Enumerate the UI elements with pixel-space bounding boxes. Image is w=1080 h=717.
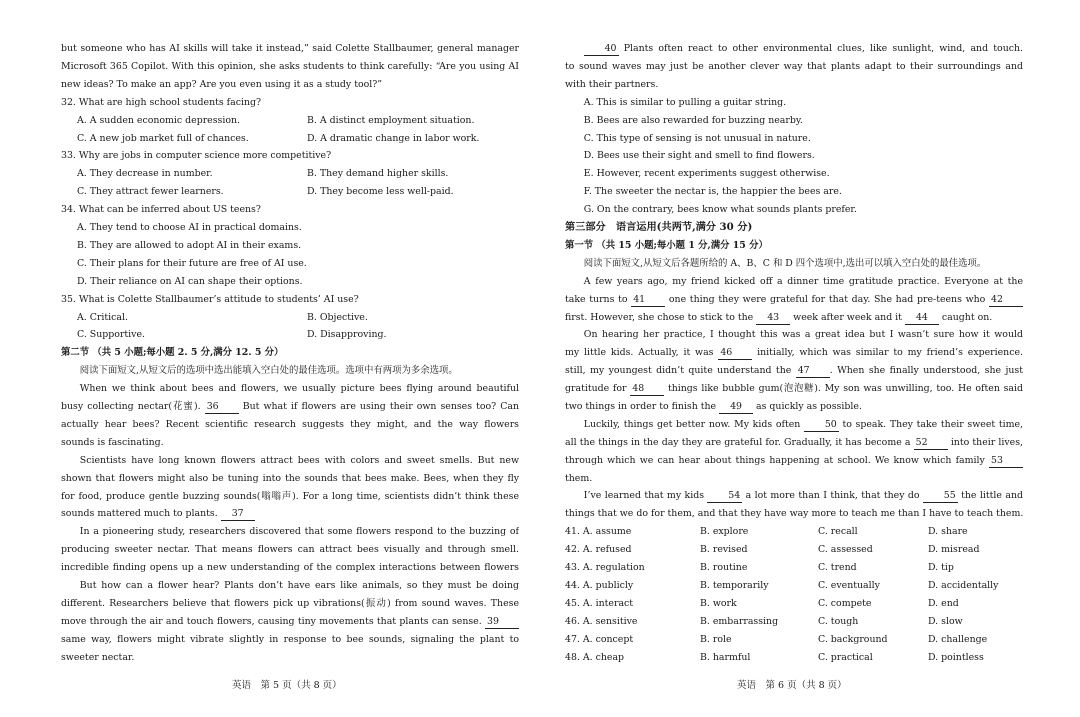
p4-line-2: different. Researchers believe that flowers pick up vibrations(振动) from sound waves. These bbox=[61, 597, 519, 609]
right-page bbox=[565, 40, 1023, 667]
q32-c: C. A new job market full of chances. bbox=[77, 132, 249, 144]
part3-heading: 第三部分 语言运用(共两节,满分 30 分) bbox=[565, 221, 753, 234]
choice-48-a: 48. A. cheap bbox=[565, 651, 625, 663]
blank-53[interactable]: 53 bbox=[989, 455, 1023, 468]
q32-b: B. A distinct employment situation. bbox=[307, 114, 475, 126]
choice-44-d: D. accidentally bbox=[928, 580, 999, 591]
c2-text: things like bubble gum(泡泡糖). My son was unwilling, too. He often said bbox=[667, 383, 1023, 395]
q34-stem: 34. What can be inferred about US teens? bbox=[61, 204, 261, 216]
choice-46-a: 46. A. sensitive bbox=[565, 615, 638, 627]
p5-line-1 bbox=[565, 40, 1023, 58]
blank-36[interactable]: 36 bbox=[205, 401, 239, 414]
choice-42-b: B. revised bbox=[700, 544, 748, 556]
section1-instruction: 阅读下面短文,从短文后各题所给的 A、B、C 和 D 四个选项中,选出可以填入空白处的最佳选项。 bbox=[583, 257, 987, 269]
blank-37[interactable]: 37 bbox=[221, 508, 255, 521]
p3-line-3: incredible finding opens up a new understanding of the complex interactions between flowers bbox=[61, 562, 519, 574]
q33-d: D. They become less well-paid. bbox=[307, 186, 454, 198]
q33-options-cd bbox=[61, 183, 519, 201]
c2-text: . When she finally understood, she just bbox=[829, 365, 1023, 377]
c3-line-1 bbox=[565, 416, 1023, 434]
c2-line-5 bbox=[565, 398, 1023, 416]
p4-line-4: same way, flowers might vibrate slightly in response to bee sounds, signaling the plant to bbox=[61, 633, 519, 645]
q32-options-ab bbox=[61, 112, 519, 130]
blank-42[interactable]: 42 bbox=[989, 294, 1023, 307]
p5-line-2: to sound waves may just be another clever way that plants adapt to their surroundings and bbox=[565, 60, 1023, 72]
choice-43-a: 43. A. regulation bbox=[565, 562, 645, 574]
option-c: C. This type of sensing is not unusual in nature. bbox=[583, 132, 811, 144]
q33-stem: 33. Why are jobs in computer science more competitive? bbox=[61, 150, 332, 162]
p5-text: Plants often react to other environmental clues, like sunlight, wind, and touch. bbox=[623, 43, 1023, 54]
p3-line-2 bbox=[61, 541, 519, 559]
intro-line-3: new ideas? To make an app? Are you even using it as a study tool?” bbox=[61, 78, 383, 90]
c3-text: through which we can hear about things happening at school. We know which family bbox=[565, 454, 985, 466]
intro-line-2: Microsoft 365 Copilot. With this opinion, she asks students to think carefully: “Are you using AI bbox=[61, 60, 519, 72]
section1-heading: 第一节 （共 15 小题;每小题 1 分,满分 15 分） bbox=[565, 239, 768, 251]
choice-47-b: B. role bbox=[700, 633, 732, 645]
q34-a: A. They tend to choose AI in practical domains. bbox=[77, 222, 302, 234]
c1-text: week after week and it bbox=[793, 311, 902, 323]
blank-49[interactable]: 49 bbox=[719, 401, 753, 414]
choice-43-b: B. routine bbox=[700, 562, 748, 574]
c1-text: first. However, she chose to stick to the bbox=[565, 311, 754, 323]
choice-row-42 bbox=[565, 541, 1023, 559]
blank-46[interactable]: 46 bbox=[718, 347, 752, 360]
choice-row-41 bbox=[565, 523, 1023, 541]
choice-45-a: 45. A. interact bbox=[565, 597, 634, 609]
choice-45-b: B. work bbox=[700, 597, 737, 609]
choice-row-46 bbox=[565, 613, 1023, 631]
c4-line-2: things that we do for them, and that they have way more to teach me than I have to teach them. bbox=[565, 508, 1024, 520]
option-f: F. The sweeter the nectar is, the happier the bees are. bbox=[583, 186, 842, 198]
q35-c: C. Supportive. bbox=[77, 329, 145, 341]
choice-41-a: 41. A. assume bbox=[565, 526, 632, 538]
c4-text: the little and bbox=[961, 490, 1023, 502]
c2-text: as quickly as possible. bbox=[756, 401, 862, 412]
choice-47-c: C. background bbox=[818, 633, 888, 645]
option-e: E. However, recent experiments suggest otherwise. bbox=[583, 168, 830, 180]
c3-text: Luckily, things get better now. My kids often bbox=[583, 418, 801, 430]
c2-text: two things in order to finish the bbox=[565, 401, 717, 412]
right-page-footer: 英语 第 6 页（共 8 页） bbox=[737, 680, 847, 691]
q35-b: B. Objective. bbox=[307, 311, 368, 323]
choice-46-c: C. tough bbox=[818, 615, 859, 627]
choice-row-45 bbox=[565, 595, 1023, 613]
c1-text: one thing they were grateful for that day. She had pre-teens who bbox=[668, 293, 986, 305]
c2-line-1 bbox=[565, 326, 1023, 344]
q35-stem: 35. What is Colette Stallbaumer’s attitude to students’ AI use? bbox=[61, 293, 359, 305]
q35-a: A. Critical. bbox=[77, 311, 128, 323]
c1-text: caught on. bbox=[941, 311, 993, 323]
choice-44-b: B. temporarily bbox=[700, 580, 769, 591]
q33-options-ab bbox=[61, 165, 519, 183]
choice-45-d: D. end bbox=[928, 597, 959, 609]
c1-text: take turns to bbox=[565, 293, 628, 305]
q32-a: A. A sudden economic depression. bbox=[77, 114, 241, 126]
blank-50[interactable]: 50 bbox=[804, 419, 839, 432]
c3-line-3 bbox=[565, 452, 1023, 470]
c2-line-4 bbox=[565, 380, 1023, 398]
c4-text: I’ve learned that my kids bbox=[583, 490, 705, 502]
choice-row-47 bbox=[565, 631, 1023, 649]
choice-41-b: B. explore bbox=[700, 526, 749, 538]
option-d: D. Bees use their sight and smell to find flowers. bbox=[583, 150, 815, 162]
p2-line-4 bbox=[61, 505, 519, 523]
q33-b: B. They demand higher skills. bbox=[307, 168, 449, 180]
choice-44-c: C. eventually bbox=[818, 580, 880, 591]
blank-43[interactable]: 43 bbox=[756, 312, 790, 325]
p1-text: But what if flowers are using their own senses too? Can bbox=[242, 401, 519, 413]
p4-line-1: But how can a flower hear? Plants don’t have ears like animals, so they must be doing bbox=[79, 580, 519, 592]
left-page bbox=[61, 40, 519, 666]
choice-44-a: 44. A. publicly bbox=[565, 580, 634, 591]
q35-options-ab bbox=[61, 309, 519, 327]
option-b: B. Bees are also rewarded for buzzing nearby. bbox=[583, 114, 803, 126]
p3-line-1: In a pioneering study, researchers discovered that some flowers respond to the buzzing of bbox=[79, 526, 519, 538]
c3-line-4: them. bbox=[565, 472, 593, 484]
c2-text: my little kids. Actually, it was bbox=[565, 347, 714, 359]
blank-40[interactable]: 40 bbox=[584, 43, 619, 56]
section2-heading: 第二节 （共 5 小题;每小题 2. 5 分,满分 12. 5 分） bbox=[61, 347, 284, 359]
choice-47-a: 47. A. concept bbox=[565, 633, 634, 645]
blank-41[interactable]: 41 bbox=[631, 294, 665, 307]
c2-text: On hearing her practice, I thought this was a great idea but I wasn’t sure how it would bbox=[583, 329, 1023, 341]
choice-47-d: D. challenge bbox=[928, 633, 988, 645]
choice-row-48 bbox=[565, 649, 1023, 667]
c3-text: to speak. They take their sweet time, bbox=[842, 418, 1023, 430]
q35-d: D. Disapproving. bbox=[307, 329, 387, 341]
c3-text: into their lives, bbox=[950, 436, 1023, 448]
blank-52[interactable]: 52 bbox=[914, 437, 948, 450]
choice-46-b: B. embarrassing bbox=[700, 615, 779, 627]
blank-39[interactable]: 39 bbox=[485, 616, 519, 629]
c2-text: initially, which was similar to my friend’s experience. bbox=[757, 347, 1023, 359]
c1-line-3 bbox=[565, 309, 1023, 327]
q34-b: B. They are allowed to adopt AI in their exams. bbox=[77, 239, 302, 251]
c4-line-1 bbox=[565, 487, 1023, 505]
p2-line-3: for food, produce gentle buzzing sounds(嗡嗡声). For a long time, scientists didn’t think these bbox=[61, 490, 519, 502]
choice-48-c: C. practical bbox=[818, 651, 873, 663]
c3-text: all the things in the day they are grateful for. Gradually, it has become a bbox=[565, 436, 911, 448]
blank-54[interactable]: 54 bbox=[707, 490, 742, 503]
p3-text: producing sweeter nectar. That means flowers can attract bees visually and through smell. bbox=[61, 544, 519, 556]
left-page-footer: 英语 第 5 页（共 8 页） bbox=[232, 680, 342, 691]
choice-43-c: C. trend bbox=[818, 562, 857, 574]
q32-d: D. A dramatic change in labor work. bbox=[307, 132, 480, 144]
choice-42-d: D. misread bbox=[928, 544, 980, 556]
p4-text: move through the air and touch flowers, causing tiny movements that plants can sense. bbox=[61, 615, 482, 627]
choice-42-c: C. assessed bbox=[818, 544, 873, 556]
p2-line-2: shown that flowers might also be tuning into the sounds that bees make. Bees, when they fly bbox=[61, 472, 519, 484]
choice-45-c: C. compete bbox=[818, 597, 872, 609]
blank-55[interactable]: 55 bbox=[923, 490, 958, 503]
choice-43-d: D. tip bbox=[928, 562, 954, 574]
q34-c: C. Their plans for their future are free of AI use. bbox=[77, 257, 307, 269]
p1-line-3: actually hear bees? Recent scientific research suggests they might, and the way flowers bbox=[61, 418, 519, 430]
p1-line-1: When we think about bees and flowers, we usually picture bees flying around beautiful bbox=[79, 383, 519, 395]
choice-46-d: D. slow bbox=[928, 615, 963, 627]
choice-42-a: 42. A. refused bbox=[565, 544, 632, 556]
c4-text: a lot more than I think, that they do bbox=[745, 490, 920, 502]
c2-text: still, my youngest didn’t quite understand the bbox=[565, 365, 792, 377]
p1-text: busy collecting nectar(花蜜). bbox=[61, 401, 201, 413]
p4-line-3 bbox=[61, 613, 519, 631]
intro-line-1: but someone who has AI skills will take it instead,” said Colette Stallbaumer, general manager bbox=[61, 43, 519, 54]
c1-line-1: A few years ago, my friend kicked off a dinner time gratitude practice. Everyone at the bbox=[583, 275, 1023, 287]
p5-line-3: with their partners. bbox=[565, 78, 659, 90]
blank-48[interactable]: 48 bbox=[630, 383, 664, 396]
choice-41-d: D. share bbox=[928, 526, 968, 538]
choice-48-b: B. harmful bbox=[700, 651, 751, 663]
c2-text: gratitude for bbox=[565, 383, 627, 395]
q33-a: A. They decrease in number. bbox=[77, 168, 213, 180]
q34-d: D. Their reliance on AI can shape their options. bbox=[77, 275, 303, 287]
blank-47[interactable]: 47 bbox=[796, 365, 830, 378]
section2-instruction: 阅读下面短文,从短文后的选项中选出能填入空白处的最佳选项。选项中有两项为多余选项。 bbox=[79, 365, 458, 377]
q32-options-cd bbox=[61, 130, 519, 148]
choice-48-d: D. pointless bbox=[928, 651, 984, 663]
p4-line-5: sweeter nectar. bbox=[61, 651, 135, 663]
q33-c: C. They attract fewer learners. bbox=[77, 186, 224, 198]
choice-41-c: C. recall bbox=[818, 526, 858, 538]
p2-text: sounds mattered much to plants. bbox=[61, 508, 218, 520]
p2-line-1: Scientists have long known flowers attract bees with colors and sweet smells. But new bbox=[79, 454, 519, 466]
option-g: G. On the contrary, bees know what sounds plants prefer. bbox=[583, 204, 857, 216]
q35-options-cd bbox=[61, 326, 519, 344]
p1-line-2 bbox=[61, 398, 519, 416]
p1-line-4: sounds is fascinating. bbox=[61, 436, 164, 448]
choice-row-44 bbox=[565, 577, 1023, 595]
c2-line-2 bbox=[565, 344, 1023, 362]
c2-line-3 bbox=[565, 362, 1023, 380]
choice-row-43 bbox=[565, 559, 1023, 577]
c3-line-2 bbox=[565, 434, 1023, 452]
option-a: A. This is similar to pulling a guitar string. bbox=[583, 96, 787, 108]
q32-stem: 32. What are high school students facing? bbox=[61, 96, 262, 108]
blank-44[interactable]: 44 bbox=[905, 312, 939, 325]
c1-line-2 bbox=[565, 291, 1023, 309]
